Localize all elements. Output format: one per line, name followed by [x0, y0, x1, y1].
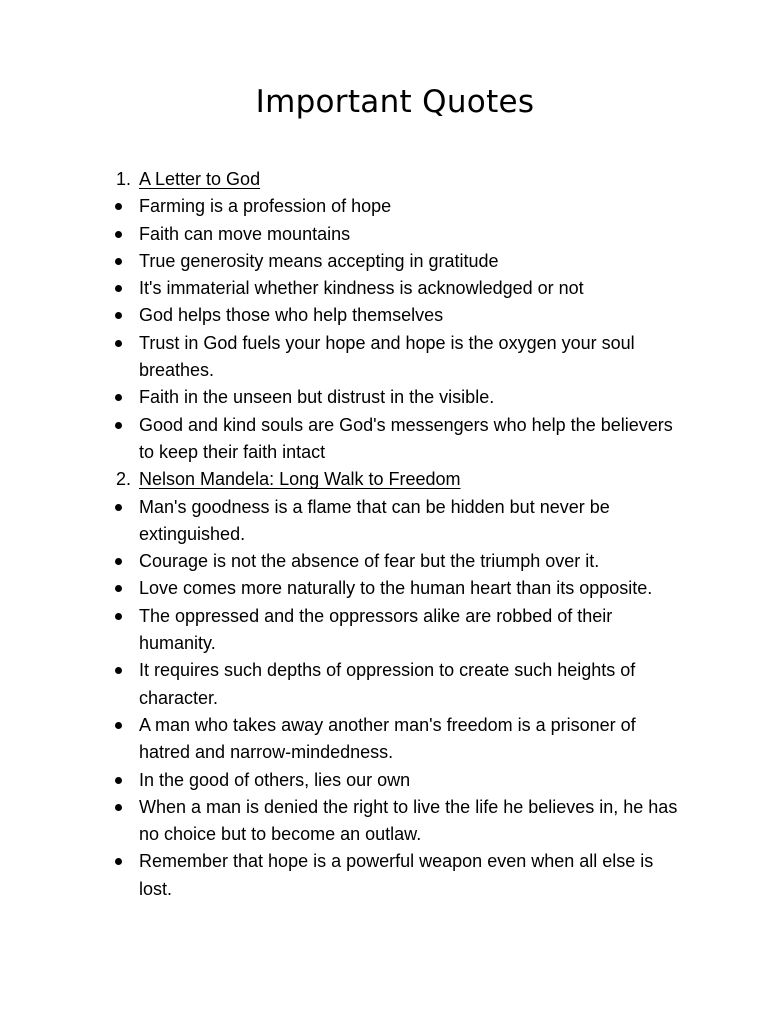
- quote-text: Good and kind souls are God's messengers who help the believers to keep their faith intact: [139, 414, 673, 462]
- list-item: [0, 575, 684, 602]
- quote-text: Faith can move mountains: [139, 223, 351, 244]
- quote-text: It's immaterial whether kindness is acknowledged or not: [139, 278, 584, 299]
- quotes-list: [0, 166, 768, 903]
- bullet-icon: [115, 504, 122, 511]
- list-item: [0, 767, 684, 794]
- list-item: [0, 657, 684, 712]
- list-item: [0, 548, 684, 575]
- quote-text: True generosity means accepting in gratitude: [139, 250, 499, 271]
- section-number: 2.: [116, 469, 132, 490]
- quote-text: It requires such depths of oppression to create such heights of character.: [139, 660, 636, 708]
- quote-text: When a man is denied the right to live the life he believes in, he has no choice but to become an outlaw.: [139, 796, 678, 845]
- bullet-icon: [115, 558, 122, 565]
- list-item: [0, 193, 684, 220]
- list-item: [0, 848, 684, 903]
- list-item: [0, 603, 684, 658]
- bullet-icon: [115, 340, 122, 347]
- bullet-icon: [115, 722, 122, 729]
- quote-text: Love comes more naturally to the human heart than its opposite.: [139, 578, 653, 599]
- bullet-icon: [115, 858, 122, 865]
- section-title: Nelson Mandela: Long Walk to Freedom: [139, 469, 461, 490]
- list-item: [0, 221, 684, 248]
- quote-text: Trust in God fuels your hope and hope is the oxygen your soul breathes.: [139, 332, 635, 381]
- bullet-icon: [115, 613, 122, 620]
- section-heading-2: [0, 466, 684, 493]
- quote-text: The oppressed and the oppressors alike are robbed of their humanity.: [139, 605, 613, 654]
- list-item: [0, 794, 684, 849]
- section-title: A Letter to God: [139, 169, 261, 189]
- list-item: [0, 330, 684, 385]
- page-title: Important Quotes: [255, 84, 535, 120]
- bullet-icon: [115, 285, 122, 292]
- quote-text: God helps those who help themselves: [139, 305, 444, 326]
- quote-text: Farming is a profession of hope: [139, 196, 392, 217]
- bullet-icon: [115, 203, 122, 210]
- quote-text: Remember that hope is a powerful weapon even when all else is lost.: [139, 851, 654, 899]
- list-item: [0, 248, 684, 275]
- section-heading-1: [0, 166, 684, 193]
- quote-text: Courage is not the absence of fear but the triumph over it.: [139, 551, 600, 572]
- bullet-icon: [115, 312, 122, 319]
- list-item: [0, 302, 684, 329]
- bullet-icon: [115, 777, 122, 784]
- list-item: [0, 712, 684, 767]
- quote-text: Man's goodness is a flame that can be hidden but never be extinguished.: [139, 496, 610, 544]
- bullet-icon: [115, 394, 122, 401]
- section-number: 1.: [116, 169, 132, 189]
- bullet-icon: [115, 804, 122, 811]
- bullet-icon: [115, 667, 122, 674]
- list-item: [0, 412, 684, 467]
- quote-text: A man who takes away another man's freedom is a prisoner of hatred and narrow-mindedness.: [139, 714, 636, 763]
- list-item: [0, 275, 684, 302]
- bullet-icon: [115, 231, 122, 238]
- quote-text: Faith in the unseen but distrust in the visible.: [139, 387, 495, 408]
- list-item: [0, 494, 684, 549]
- bullet-icon: [115, 422, 122, 429]
- quote-text: In the good of others, lies our own: [139, 769, 411, 790]
- list-item: [0, 384, 684, 411]
- bullet-icon: [115, 585, 122, 592]
- bullet-icon: [115, 258, 122, 265]
